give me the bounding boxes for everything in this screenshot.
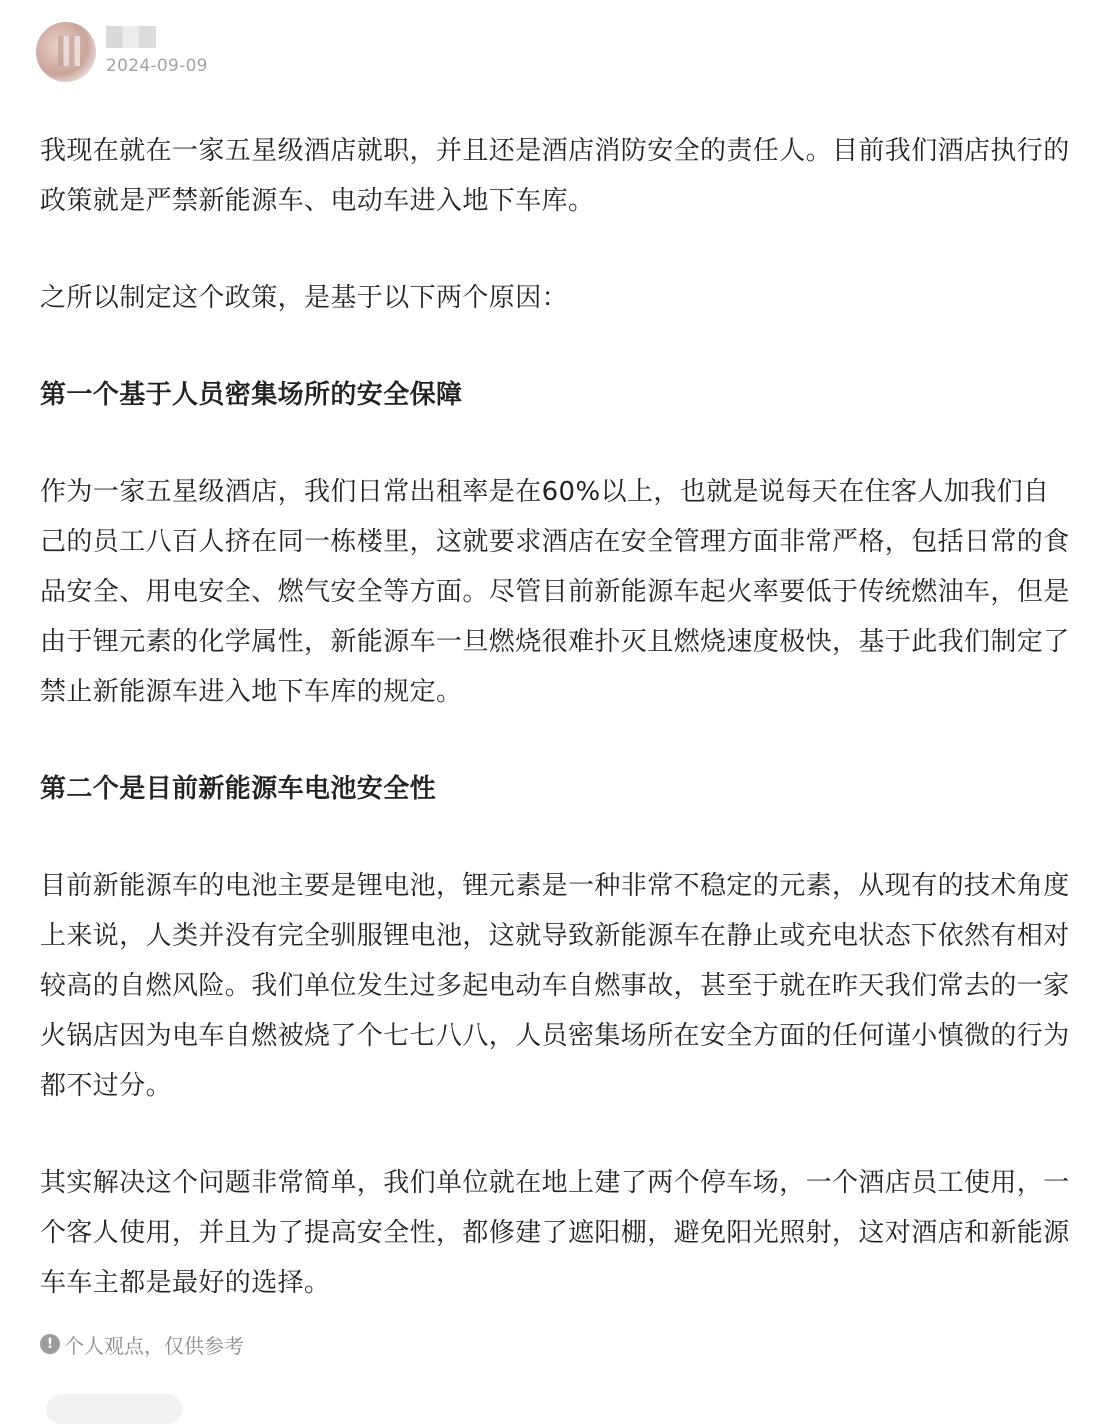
disclaimer <box>40 1330 244 1358</box>
avatar[interactable] <box>36 22 96 82</box>
paragraph: 之所以制定这个政策，是基于以下两个原因： <box>40 283 569 313</box>
author-name[interactable] <box>106 26 156 48</box>
paragraph: 其实解决这个问题非常简单，我们单位就在地上建了两个停车场，一个酒店员工使用，一个客人使用，并且为了提高安全性，都修建了遮阳棚，避免阳光照射，这对酒店和新能源车车主都是最好的选择。 <box>40 1168 1070 1298</box>
section-heading: 第一个基于人员密集场所的安全保障 <box>40 380 463 410</box>
post-date: 2024-09-09 <box>106 56 208 76</box>
post-header <box>36 22 436 82</box>
disclaimer-text: 个人观点，仅供参考 <box>64 1333 244 1358</box>
info-icon: ! <box>40 1334 60 1354</box>
article-body <box>40 126 1070 1308</box>
paragraph: 我现在就在一家五星级酒店就职，并且还是酒店消防安全的责任人。目前我们酒店执行的政策就是严禁新能源车、电动车进入地下车库。 <box>40 136 1070 216</box>
paragraph: 目前新能源车的电池主要是锂电池，锂元素是一种非常不稳定的元素，从现有的技术角度上来说，人类并没有完全驯服锂电池，这就导致新能源车在静止或充电状态下依然有相对较高的自燃风险。我们单位发生过多起电动车自燃事故，甚至于就在昨天我们常去的一家火锅店因为电车自燃被烧了个七七八八，人员密集场所在安全方面的任何谨小慎微的行为都不过分。 <box>40 871 1070 1101</box>
section-heading: 第二个是目前新能源车电池安全性 <box>40 774 437 804</box>
paragraph: 作为一家五星级酒店，我们日常出租率是在60%以上，也就是说每天在住客人加我们自己的员工八百人挤在同一栋楼里，这就要求酒店在安全管理方面非常严格，包括日常的食品安全、用电安全、燃气安全等方面。尽管目前新能源车起火率要低于传统燃油车，但是由于锂元素的化学属性，新能源车一旦燃烧很难扑灭且燃烧速度极快，基于此我们制定了禁止新能源车进入地下车库的规定。 <box>40 477 1070 707</box>
action-pill[interactable] <box>46 1394 182 1424</box>
